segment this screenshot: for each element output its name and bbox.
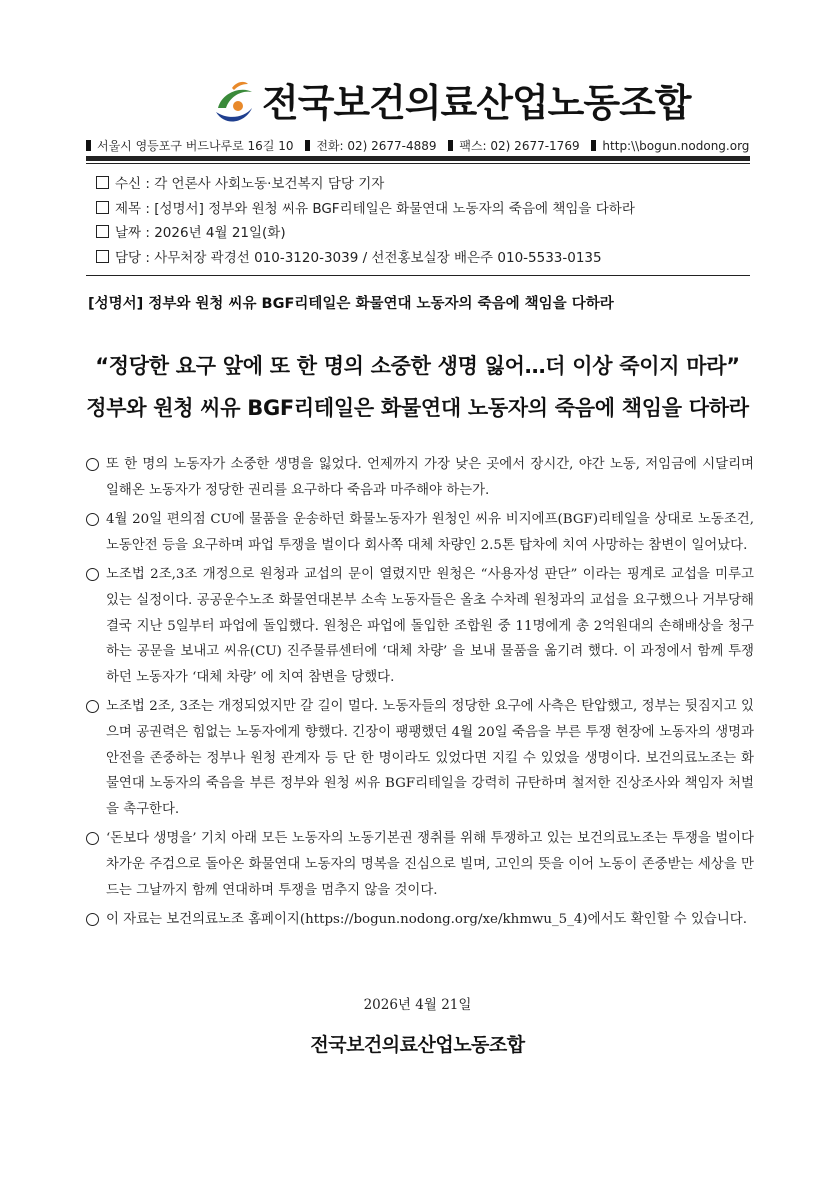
memo-subject-text: 제목 : [성명서] 정부와 원청 씨유 BGF리테일은 화물연대 노동자의 죽음에 책임을 다하라 xyxy=(115,200,635,217)
paragraph-homepage-note xyxy=(86,907,754,933)
union-logo-icon xyxy=(208,78,258,130)
memo-date-text: 날짜 : 2026년 4월 21일(화) xyxy=(115,225,286,241)
checkbox-icon xyxy=(96,225,109,238)
memo-date xyxy=(96,221,756,246)
paragraph-text: 4월 20일 편의점 CU에 물품을 운송하던 화물노동자가 원청인 씨유 비지에프(BGF)리테일을 상대로 노동조건, 노동안전 등을 요구하며 파업 투쟁을 벌이다 회사쪽 대체 차량인 2.5톤 탑차에 치여 사망하는 참변이 일어났다. xyxy=(106,512,754,553)
bullet-icon xyxy=(86,140,91,151)
bullet-icon xyxy=(305,140,310,151)
checkbox-icon xyxy=(96,250,109,263)
paragraph xyxy=(86,507,754,558)
circle-bullet-icon xyxy=(86,913,99,926)
memo-block xyxy=(96,172,756,270)
memo-subject xyxy=(96,197,756,222)
paragraph xyxy=(86,452,754,503)
paragraph-text: 또 한 명의 노동자가 소중한 생명을 잃었다. 언제까지 가장 낮은 곳에서 장시간, 야간 노동, 저임금에 시달리며 일해온 노동자가 정당한 권리를 요구하다 죽음과 마주해야 하는가. xyxy=(106,457,754,498)
contact-line xyxy=(86,137,750,154)
circle-bullet-icon xyxy=(86,458,99,471)
memo-recipient-text: 수신 : 각 언론사 사회노동·보건복지 담당 기자 xyxy=(115,176,385,192)
issue-date: 2026년 4월 21일 xyxy=(363,997,472,1013)
paragraph-text: 노조법 2조, 3조는 개정되었지만 갈 길이 멀다. 노동자들의 정당한 요구에 사측은 탄압했고, 정부는 뒷짐지고 있으며 공권력은 힘없는 노동자에게 향했다. 긴장이 팽팽했던 4월 20일 죽음을 부른 투쟁 현장에 노동자의 생명과 안전을 존중하는 정부나 원청 관계자 등 단 한 명이라도 있었다면 지킬 수 있었을 생명이다. 보건의료노조는 화물연대 노동자의 죽음을 부른 정부와 원청 씨유 BGF리테일을 강력히 규탄하며 철저한 진상조사와 책임자 처벌을 촉구한다. xyxy=(106,699,754,817)
memo-contact xyxy=(96,246,756,271)
bullet-icon xyxy=(591,140,596,151)
headline-sub: 정부와 원청 씨유 BGF리테일은 화물연대 노동자의 죽음에 책임을 다하라 xyxy=(86,396,749,420)
bullet-icon xyxy=(448,140,453,151)
website-link[interactable]: http:\\bogun.nodong.org xyxy=(602,139,750,153)
circle-bullet-icon xyxy=(86,832,99,845)
fax: 팩스: 02) 2677-1769 xyxy=(459,139,580,153)
phone: 전화: 02) 2677-4889 xyxy=(316,139,437,153)
paragraph xyxy=(86,694,754,822)
headline-quote: “정당한 요구 앞에 또 한 명의 소중한 생명 잃어…더 이상 죽이지 마라” xyxy=(95,354,740,378)
paragraph-text: 노조법 2조,3조 개정으로 원청과 교섭의 문이 열렸지만 원청은 “사용자성 판단” 이라는 핑계로 교섭을 미루고 있는 실정이다. 공공운수노조 화물연대본부 소속 노동자들은 올초 수차례 원청과의 교섭을 요구했으나 거부당해 결국 지난 5일부터 파업에 돌입했다. 원청은 파업에 돌입한 조합원 중 11명에게 총 2억원대의 손해배상을 청구하는 공문을 보내고 씨유(CU) 진주물류센터에 ‘대체 차량’ 을 보내 물품을 옮기려 했다. 이 과정에서 함께 투쟁하던 노동자가 ‘대체 차량’ 에 치여 참변을 당했다. xyxy=(106,567,754,685)
header-rule xyxy=(86,156,750,161)
statement-body xyxy=(86,452,754,937)
circle-bullet-icon xyxy=(86,513,99,526)
org-title: 전국보건의료산업노동조합 xyxy=(262,81,691,125)
address: 서울시 영등포구 버드나루로 16길 10 xyxy=(97,139,294,153)
paragraph xyxy=(86,826,754,903)
memo-recipient xyxy=(96,172,756,197)
paragraph-text: ‘돈보다 생명을’ 기치 아래 모든 노동자의 노동기본권 쟁취를 위해 투쟁하고 있는 보건의료노조는 투쟁을 벌이다 차가운 주검으로 돌아온 화물연대 노동자의 명복을 진심으로 빌며, 고인의 뜻을 이어 노동이 존중받는 세상을 만드는 그날까지 함께 연대하며 투쟁을 멈추지 않을 것이다. xyxy=(106,831,754,898)
letterhead xyxy=(0,70,835,130)
memo-contact-text: 담당 : 사무처장 곽경선 010-3120-3039 / 선전홍보실장 배은주 010-5533-0135 xyxy=(115,249,602,266)
signature: 전국보건의료산업노동조합 xyxy=(310,1034,525,1056)
statement-title: [성명서] 정부와 원청 씨유 BGF리테일은 화물연대 노동자의 죽음에 책임을 다하라 xyxy=(88,296,614,312)
memo-rule xyxy=(86,275,750,276)
checkbox-icon xyxy=(96,176,109,189)
circle-bullet-icon xyxy=(86,568,99,581)
circle-bullet-icon xyxy=(86,700,99,713)
paragraph-text: 이 자료는 보건의료노조 홈페이지(https://bogun.nodong.org/xe/khmwu_5_4)에서도 확인할 수 있습니다. xyxy=(106,912,747,928)
paragraph xyxy=(86,562,754,690)
checkbox-icon xyxy=(96,201,109,214)
header-rule-thin xyxy=(86,163,750,164)
